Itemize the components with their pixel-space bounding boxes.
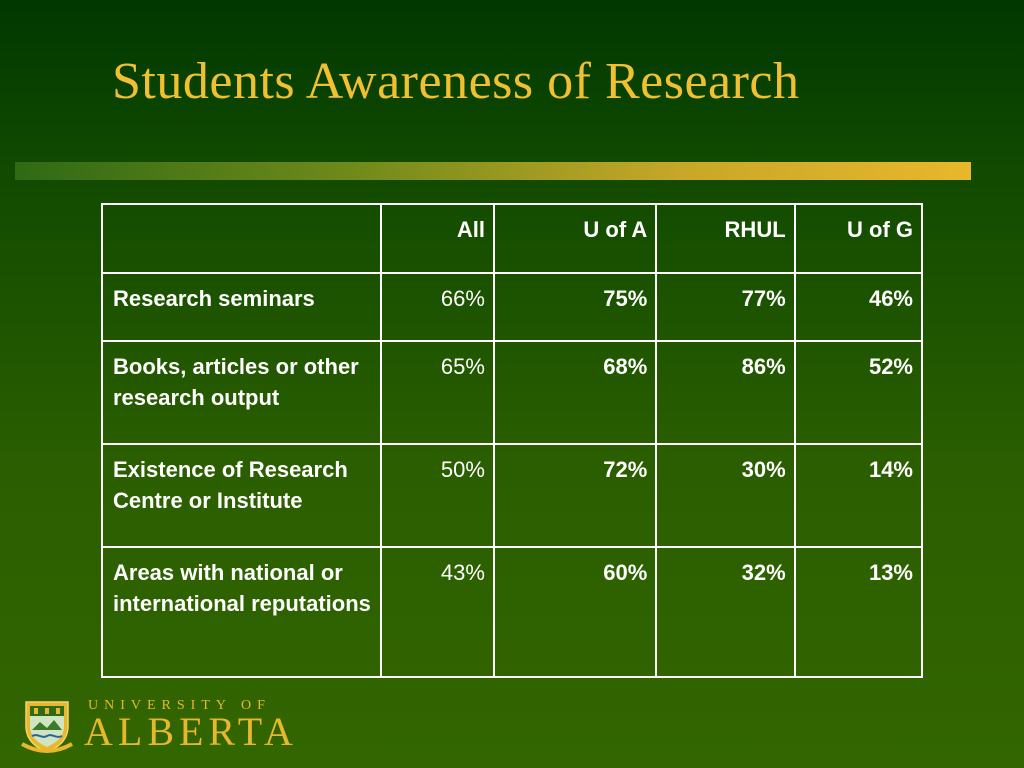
cell-u-of-g: 52% (795, 341, 922, 444)
cell-u-of-a: 68% (494, 341, 656, 444)
title-divider-bar (15, 162, 971, 180)
cell-u-of-a: 60% (494, 547, 656, 677)
header-u-of-g: U of G (795, 204, 922, 273)
header-u-of-a: U of A (494, 204, 656, 273)
cell-all: 43% (381, 547, 494, 677)
header-all: All (381, 204, 494, 273)
cell-all: 65% (381, 341, 494, 444)
cell-rhul: 86% (656, 341, 794, 444)
row-label: Research seminars (102, 273, 381, 341)
header-empty (102, 204, 381, 273)
logo-university-of: UNIVERSITY OF (88, 698, 271, 713)
university-logo (18, 696, 298, 758)
awareness-table (101, 203, 923, 678)
table-row (102, 547, 922, 677)
table-row (102, 341, 922, 444)
cell-all: 66% (381, 273, 494, 341)
cell-u-of-g: 14% (795, 444, 922, 547)
table-header-row (102, 204, 922, 273)
table-row (102, 273, 922, 341)
row-label: Existence of Research Centre or Institute (102, 444, 381, 547)
cell-u-of-g: 13% (795, 547, 922, 677)
row-label: Areas with national or international reputations (102, 547, 381, 677)
cell-all: 50% (381, 444, 494, 547)
cell-u-of-a: 72% (494, 444, 656, 547)
cell-rhul: 77% (656, 273, 794, 341)
university-crest-icon (18, 696, 76, 754)
header-rhul: RHUL (656, 204, 794, 273)
cell-u-of-a: 75% (494, 273, 656, 341)
table-row (102, 444, 922, 547)
cell-rhul: 30% (656, 444, 794, 547)
logo-alberta: ALBERTA (84, 709, 298, 754)
row-label: Books, articles or other research output (102, 341, 381, 444)
cell-rhul: 32% (656, 547, 794, 677)
slide-title: Students Awareness of Research (112, 53, 800, 110)
cell-u-of-g: 46% (795, 273, 922, 341)
